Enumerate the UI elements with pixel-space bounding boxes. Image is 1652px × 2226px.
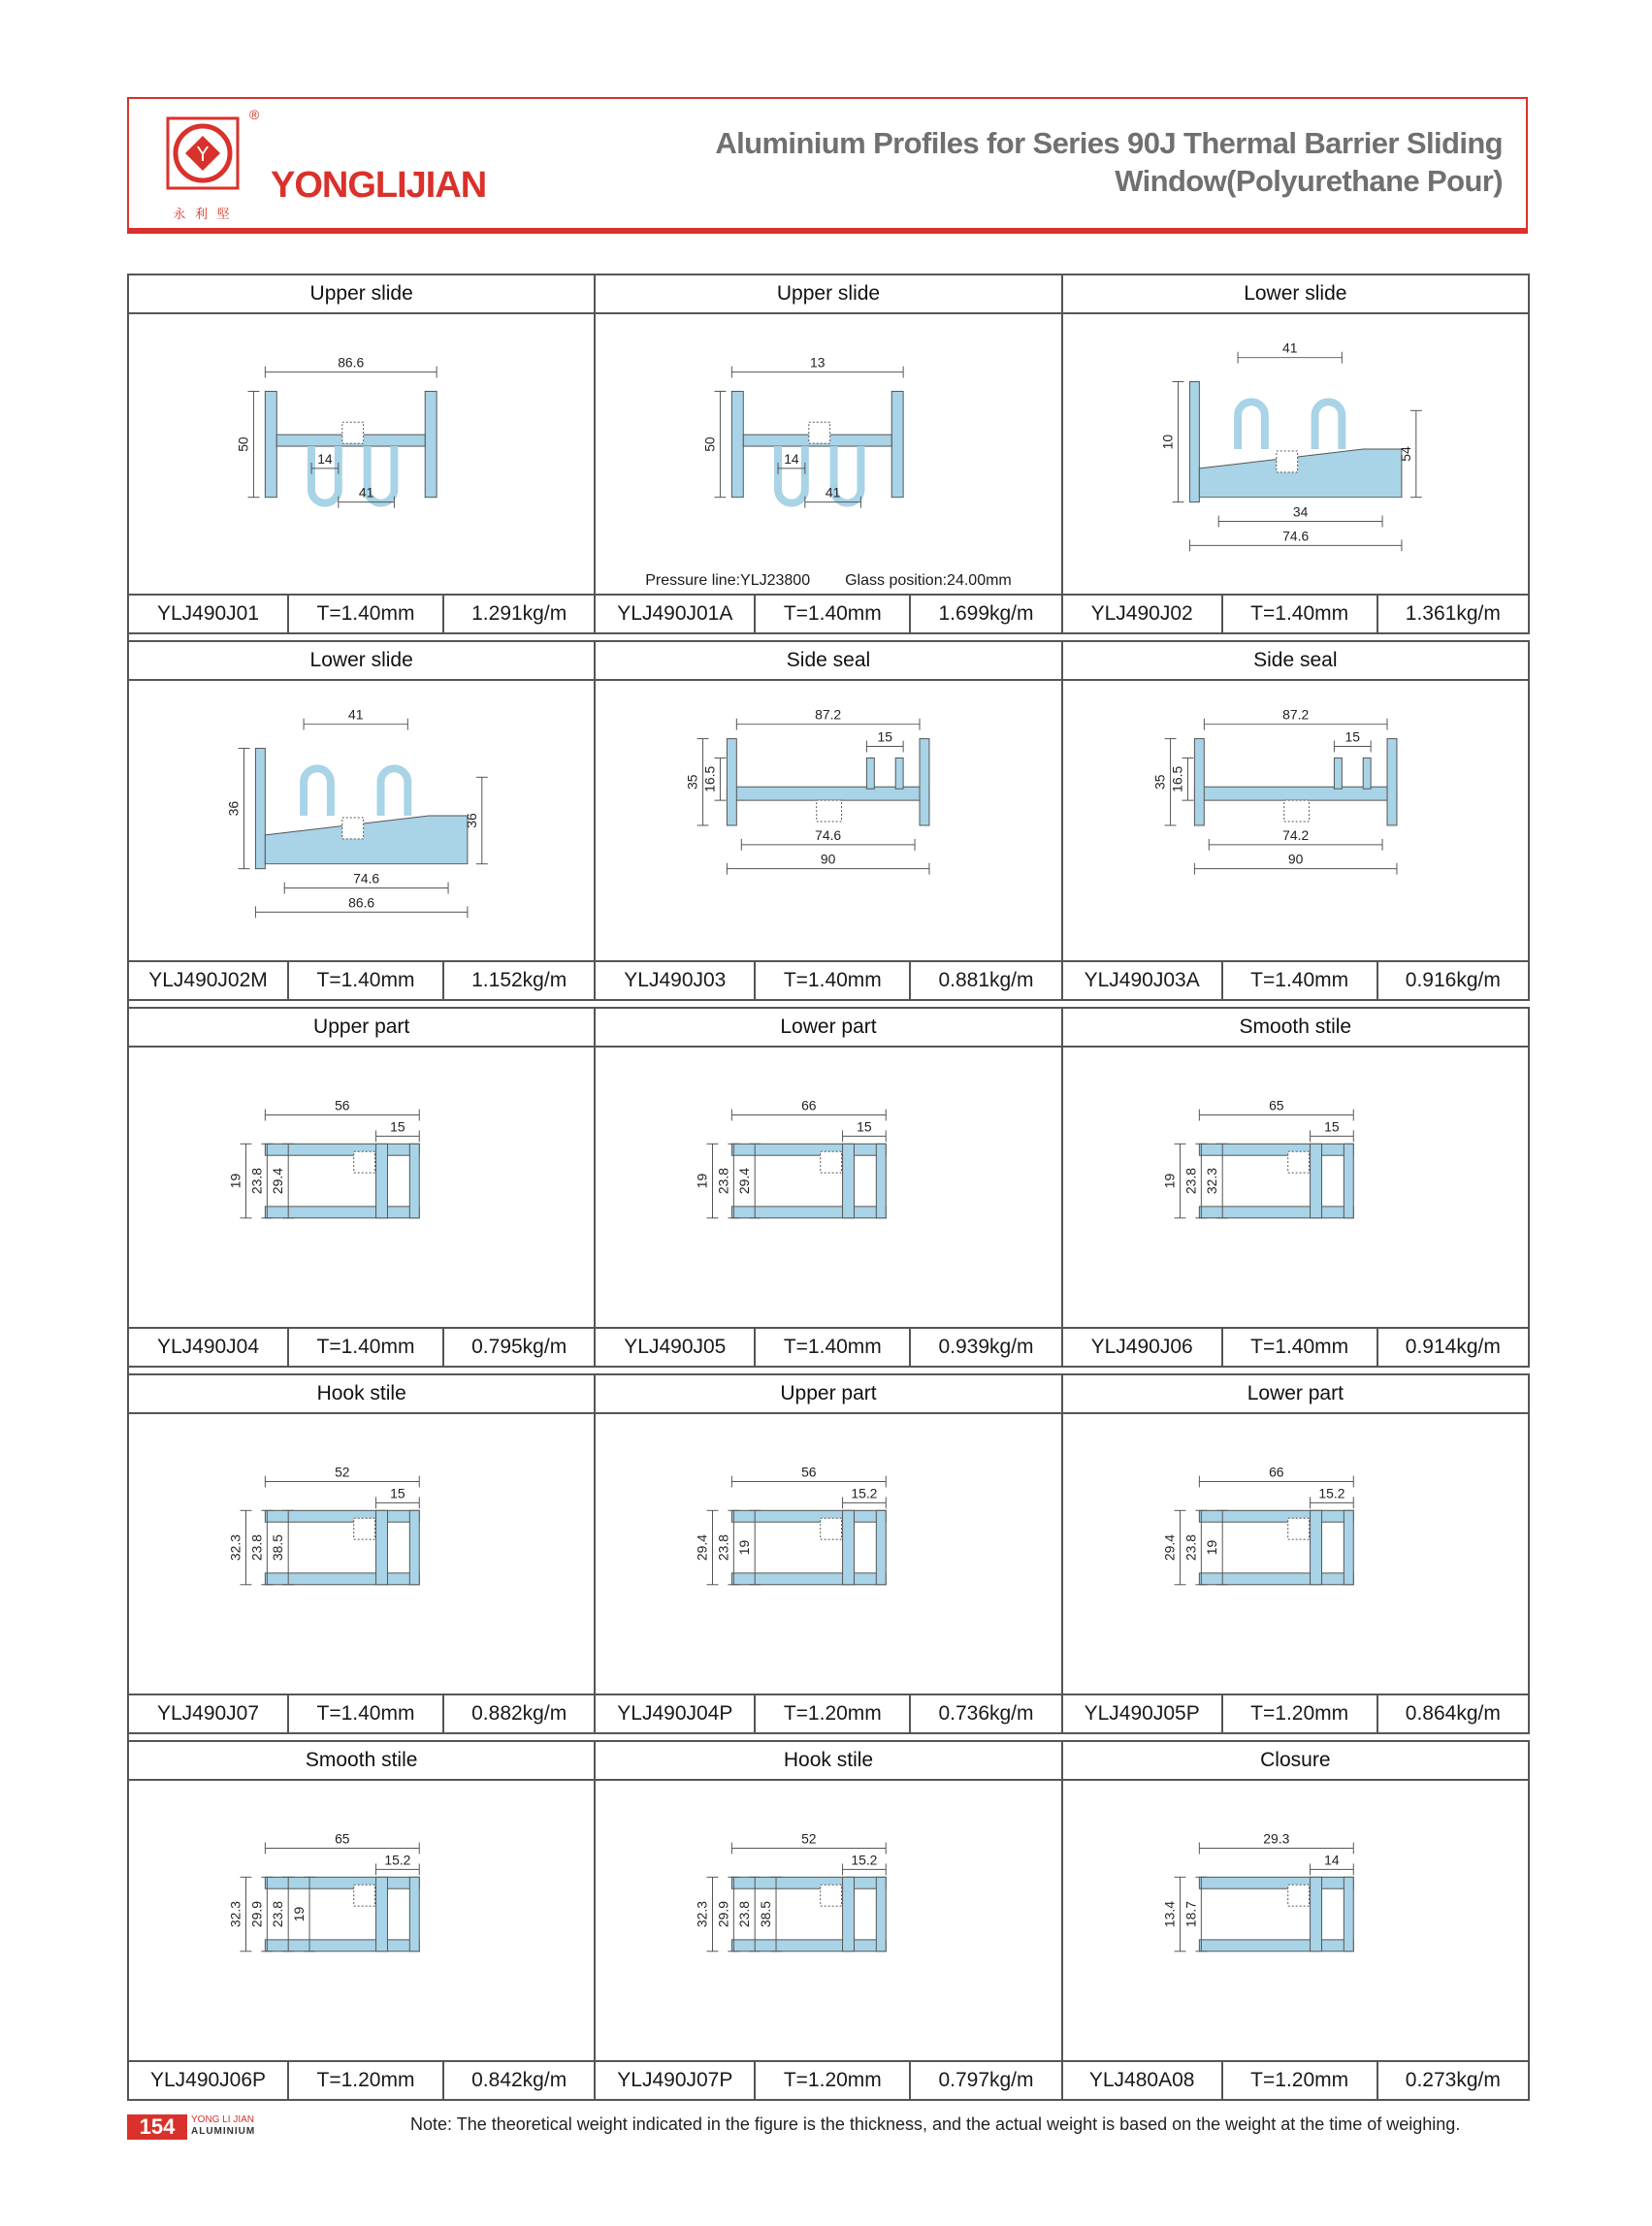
profile-card [1063,1007,1530,1368]
profile-code: YLJ490J04 [129,1329,289,1366]
profile-card [596,1740,1062,2101]
svg-text:32.3: 32.3 [227,1534,243,1562]
profile-code: YLJ490J07 [129,1695,289,1732]
svg-text:19: 19 [736,1539,753,1556]
svg-text:56: 56 [335,1097,350,1113]
svg-text:15: 15 [1344,728,1360,745]
profile-thickness: T=1.40mm [289,596,444,632]
svg-text:14: 14 [784,450,799,467]
svg-text:23.8: 23.8 [715,1534,731,1562]
svg-text:23.8: 23.8 [1182,1534,1199,1562]
svg-text:15: 15 [857,1118,872,1135]
footer-note: Note: The theoretical weight indicated in the figure is the thickness, and the actual weight is based on the weight at the time of weighing. [410,2114,1461,2134]
svg-text:29.4: 29.4 [270,1168,286,1195]
svg-text:50: 50 [235,436,251,452]
svg-text:66: 66 [801,1097,817,1113]
svg-text:14: 14 [1323,1852,1340,1868]
profile-drawing [1063,1048,1528,1327]
svg-text:23.8: 23.8 [1182,1168,1199,1195]
profile-card [596,1373,1062,1734]
profile-thickness: T=1.40mm [289,962,444,999]
svg-text:41: 41 [1281,339,1298,356]
profile-spec-row [596,1694,1060,1732]
svg-text:35: 35 [684,774,700,790]
svg-text:74.6: 74.6 [353,870,380,887]
svg-text:15: 15 [390,1485,405,1501]
svg-text:74.6: 74.6 [1281,528,1309,544]
svg-text:29.3: 29.3 [1262,1830,1289,1847]
svg-text:29.4: 29.4 [1161,1534,1178,1562]
profile-spec-row [596,1327,1060,1366]
profile-title: Hook stile [596,1742,1060,1781]
brand-logo [164,114,249,227]
profile-drawing [129,1414,594,1694]
profile-code: YLJ490J02M [129,962,289,999]
svg-text:32.3: 32.3 [227,1901,243,1928]
svg-text:50: 50 [701,436,718,452]
svg-text:66: 66 [1268,1464,1284,1480]
svg-text:87.2: 87.2 [815,706,842,723]
profile-drawing [596,1048,1060,1327]
profile-drawing [129,314,594,594]
svg-text:54: 54 [1397,446,1413,462]
svg-text:15.2: 15.2 [851,1852,878,1868]
svg-text:41: 41 [347,706,364,723]
svg-text:15: 15 [1323,1118,1340,1135]
profile-weight: 1.361kg/m [1405,602,1501,625]
svg-text:32.3: 32.3 [694,1901,710,1928]
profile-drawing [1063,681,1528,960]
profile-card [129,1740,596,2101]
profile-weight: 0.842kg/m [471,2069,567,2091]
registered-mark: ® [249,107,260,122]
profile-title: Smooth stile [1063,1009,1528,1048]
footer-brand [191,2114,255,2138]
profile-card [129,274,596,634]
svg-text:23.8: 23.8 [736,1901,753,1928]
profile-code: YLJ490J02 [1063,596,1223,632]
profile-spec-row [596,2060,1060,2099]
pressure-line-note: Pressure line:YLJ23800 [645,572,811,589]
svg-text:15: 15 [877,728,893,745]
svg-text:36: 36 [225,800,242,817]
profile-code: YLJ490J07P [596,2062,756,2099]
profile-weight: 1.152kg/m [471,969,567,991]
svg-text:14: 14 [317,450,333,467]
profile-drawing [596,1414,1060,1694]
profile-thickness: T=1.20mm [756,2062,911,2099]
svg-text:15.2: 15.2 [1318,1485,1345,1501]
profile-weight: 0.797kg/m [938,2069,1034,2091]
profile-card [596,274,1062,634]
profile-code: YLJ490J01A [596,596,756,632]
profile-title: Lower part [596,1009,1060,1048]
svg-text:Y: Y [196,143,210,166]
svg-text:10: 10 [1159,434,1176,450]
profile-thickness: T=1.40mm [756,596,911,632]
profile-drawing [596,1781,1060,2060]
profile-title: Lower slide [129,642,594,681]
profile-spec-row [1063,1327,1528,1366]
profile-thickness: T=1.40mm [1223,1329,1378,1366]
profile-code: YLJ490J06P [129,2062,289,2099]
svg-text:38.5: 38.5 [270,1534,286,1562]
profile-spec-row [1063,2060,1528,2099]
svg-text:32.3: 32.3 [1203,1168,1219,1195]
svg-text:29.4: 29.4 [694,1534,710,1562]
svg-text:41: 41 [826,484,841,500]
profile-drawing [596,314,1060,594]
page-number: 154 [127,2114,187,2140]
profile-code: YLJ490J01 [129,596,289,632]
profile-weight: 0.916kg/m [1405,969,1501,991]
profile-code: YLJ490J05 [596,1329,756,1366]
profile-spec-row [596,960,1060,999]
profile-card [596,1007,1062,1368]
profile-spec-row [129,1327,594,1366]
profile-title: Lower part [1063,1375,1528,1414]
svg-text:90: 90 [821,851,836,867]
profile-spec-row [129,960,594,999]
profile-drawing [129,681,594,960]
profile-weight: 1.699kg/m [938,602,1034,625]
profile-weight: 0.939kg/m [938,1336,1034,1358]
profile-spec-row [1063,1694,1528,1732]
profile-thickness: T=1.20mm [289,2062,444,2099]
page-header [127,97,1528,234]
svg-text:16.5: 16.5 [1169,765,1185,792]
svg-text:23.8: 23.8 [248,1168,265,1195]
profile-thickness: T=1.20mm [1223,1695,1378,1732]
profile-title: Lower slide [1063,275,1528,314]
svg-text:86.6: 86.6 [348,894,375,911]
profile-spec-row [1063,594,1528,632]
title-line-2: Window(Polyurethane Pour) [1115,164,1503,198]
profile-weight: 0.882kg/m [471,1702,567,1725]
profile-thickness: T=1.20mm [756,1695,911,1732]
svg-text:36: 36 [463,813,479,828]
profile-spec-row [129,594,594,632]
profile-weight: 0.736kg/m [938,1702,1034,1725]
svg-text:56: 56 [801,1464,817,1480]
profile-code: YLJ490J06 [1063,1329,1223,1366]
svg-text:23.8: 23.8 [248,1534,265,1562]
profile-code: YLJ490J05P [1063,1695,1223,1732]
profile-spec-row [129,2060,594,2099]
svg-text:19: 19 [227,1173,243,1189]
profile-thickness: T=1.40mm [756,1329,911,1366]
svg-text:13: 13 [810,354,826,371]
svg-text:13.4: 13.4 [1161,1901,1178,1928]
svg-text:38.5: 38.5 [758,1901,774,1928]
svg-text:16.5: 16.5 [701,765,718,792]
profile-title: Hook stile [129,1375,594,1414]
svg-text:19: 19 [1161,1173,1178,1189]
profile-card [1063,274,1530,634]
svg-text:65: 65 [1268,1097,1284,1113]
profile-drawing [1063,314,1528,594]
profile-card [129,640,596,1001]
profile-title: Upper part [129,1009,594,1048]
profile-code: YLJ490J03A [1063,962,1223,999]
svg-text:23.8: 23.8 [270,1901,286,1928]
profile-title: Upper slide [129,275,594,314]
profile-spec-row [596,594,1060,632]
profile-title: Upper part [596,1375,1060,1414]
svg-text:18.7: 18.7 [1182,1901,1199,1928]
svg-text:52: 52 [335,1464,350,1480]
svg-text:15: 15 [390,1118,405,1135]
footer-brand-name: YONG LI JIAN [191,2114,255,2125]
profile-drawing [1063,1414,1528,1694]
profile-thickness: T=1.40mm [1223,596,1378,632]
profile-weight: 0.795kg/m [471,1336,567,1358]
svg-text:90: 90 [1287,851,1304,867]
profile-card [1063,640,1530,1001]
profile-weight: 1.291kg/m [471,602,567,625]
brand-name: YONGLIJIAN [271,165,487,206]
svg-text:52: 52 [801,1830,817,1847]
profile-thickness: T=1.40mm [289,1695,444,1732]
profile-drawing [596,681,1060,960]
page-title [715,124,1503,200]
profile-weight: 0.273kg/m [1405,2069,1501,2091]
profile-code: YLJ490J04P [596,1695,756,1732]
svg-text:34: 34 [1292,503,1309,520]
logo-chinese: 永 利 堅 [173,207,233,221]
profile-drawing [129,1781,594,2060]
svg-text:19: 19 [291,1906,308,1922]
footer-brand-sub: ALUMINIUM [191,2126,256,2137]
profile-drawing [1063,1781,1528,2060]
profile-spec-row [1063,960,1528,999]
profile-spec-row [129,1694,594,1732]
profile-weight: 0.914kg/m [1405,1336,1501,1358]
svg-text:29.9: 29.9 [715,1901,731,1928]
profile-code: YLJ480A08 [1063,2062,1223,2099]
profile-notes [596,572,1060,590]
svg-text:74.2: 74.2 [1281,826,1309,843]
svg-text:19: 19 [694,1173,710,1189]
title-line-1: Aluminium Profiles for Series 90J Thermal Barrier Sliding [715,126,1503,160]
svg-text:87.2: 87.2 [1281,706,1309,723]
glass-position-note: Glass position:24.00mm [845,572,1012,589]
profile-thickness: T=1.40mm [1223,962,1378,999]
profile-weight: 0.864kg/m [1405,1702,1501,1725]
profile-card [129,1373,596,1734]
profile-title: Upper slide [596,275,1060,314]
svg-text:15.2: 15.2 [384,1852,411,1868]
profile-card [1063,1740,1530,2101]
profile-title: Smooth stile [129,1742,594,1781]
profile-weight: 0.881kg/m [938,969,1034,991]
svg-text:15.2: 15.2 [851,1485,878,1501]
profile-title: Closure [1063,1742,1528,1781]
svg-text:29.9: 29.9 [248,1901,265,1928]
profile-drawing [129,1048,594,1327]
profile-thickness: T=1.20mm [1223,2062,1378,2099]
profile-card [596,640,1062,1001]
profile-thickness: T=1.40mm [756,962,911,999]
svg-text:23.8: 23.8 [715,1168,731,1195]
svg-text:35: 35 [1151,774,1168,790]
svg-text:74.6: 74.6 [815,826,842,843]
svg-text:65: 65 [335,1830,350,1847]
profile-code: YLJ490J03 [596,962,756,999]
profile-title: Side seal [1063,642,1528,681]
profile-grid [127,274,1530,2101]
profile-title: Side seal [596,642,1060,681]
profile-card [129,1007,596,1368]
svg-text:86.6: 86.6 [338,354,365,371]
svg-text:29.4: 29.4 [736,1168,753,1195]
svg-text:41: 41 [358,484,374,500]
svg-text:19: 19 [1203,1539,1219,1556]
profile-thickness: T=1.40mm [289,1329,444,1366]
profile-card [1063,1373,1530,1734]
